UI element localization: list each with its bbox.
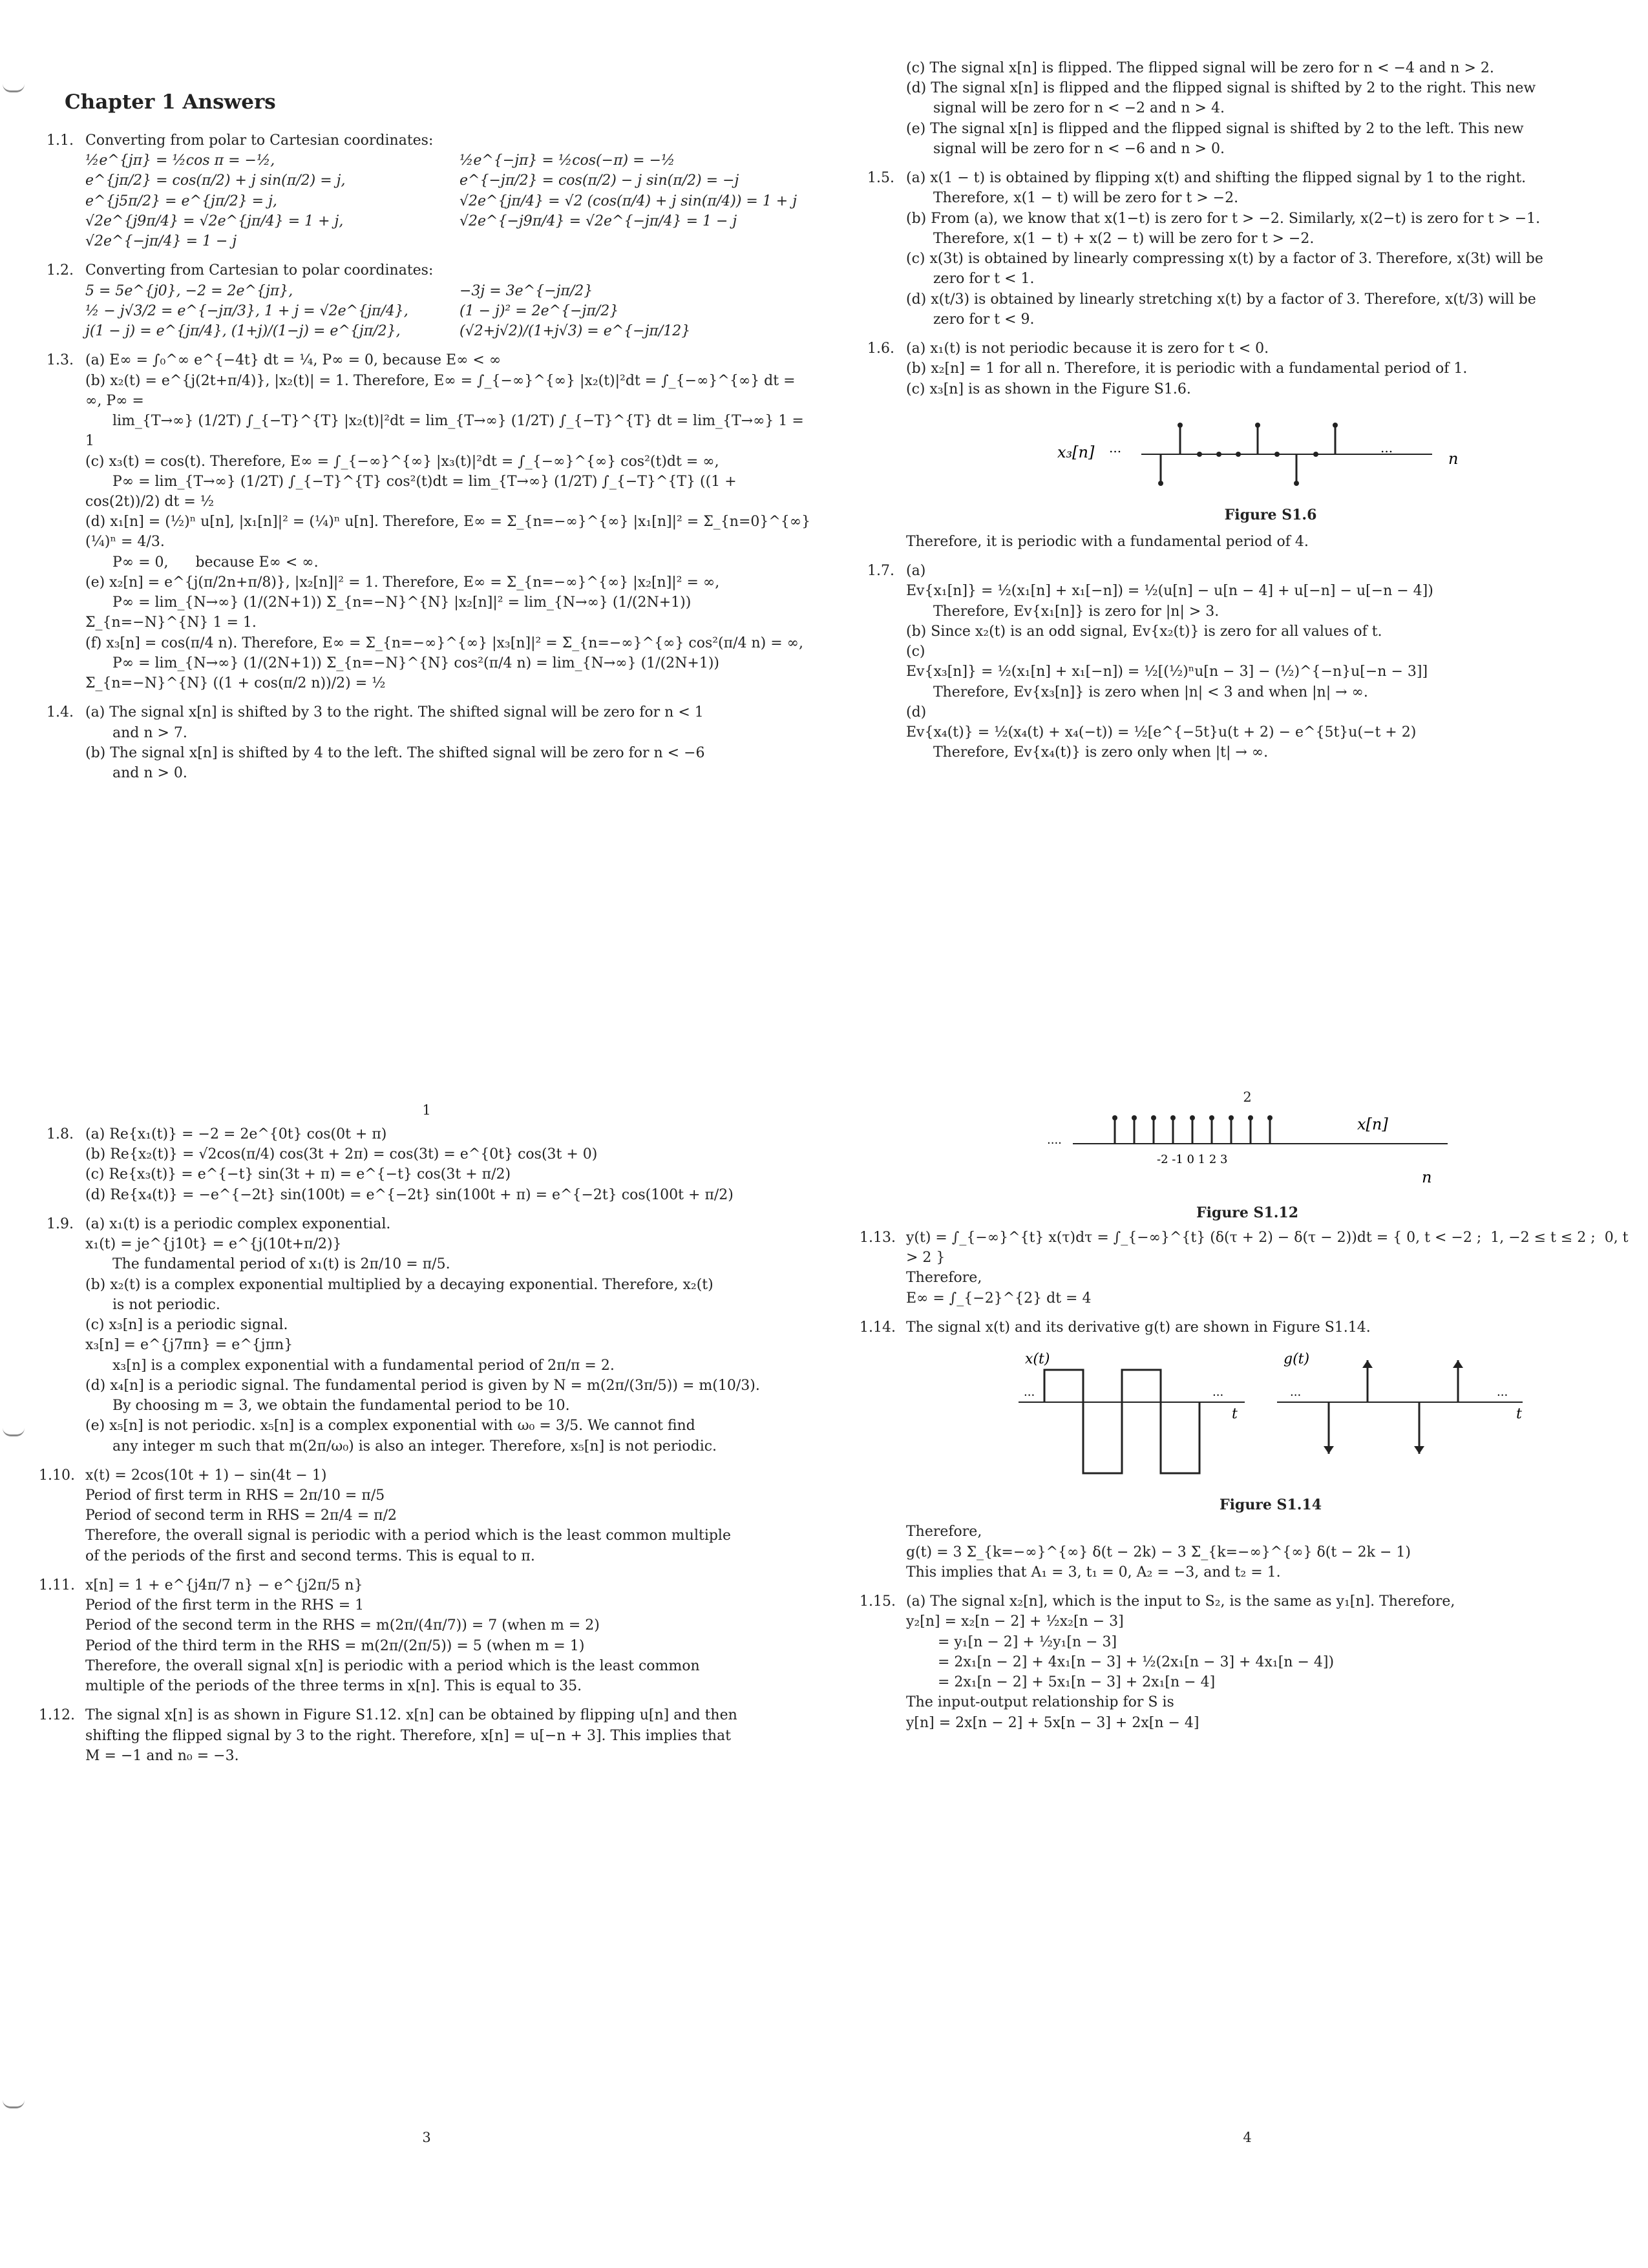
ellipsis: ...: [1212, 1385, 1224, 1400]
stem-point: [1178, 423, 1183, 428]
problem-body: [85, 1465, 814, 1566]
solution-line: (b) The signal x[n] is shifted by 4 to the left. The shifted signal will be zero for n < −6: [85, 744, 705, 761]
solution-line: (c) Re{x₃(t)} = e^{−t} sin(3t + π) = e^{−t} cos(3t + π/2): [85, 1166, 511, 1183]
solution-line: (f) x₃[n] = cos(π/4 n). Therefore, E∞ = Σ_{n=−∞}^{∞} |x₃[n]|² = Σ_{n=−∞}^{∞} cos²(π/4 n) = ∞,: [85, 635, 803, 651]
page-number: 4: [1243, 2130, 1252, 2145]
solution-line: By choosing m = 3, we obtain the fundamental period to be 10.: [85, 1398, 570, 1414]
problem: [39, 131, 814, 251]
problem-list: [860, 1228, 1635, 1733]
t-label: t: [1516, 1406, 1522, 1423]
solution-line: E∞ = ∫_{−2}^{2} dt = 4: [906, 1290, 1092, 1307]
solution-line: (b) Re{x₂(t)} = √2cos(π/4) cos(3t + 2π) = cos(3t) = e^{0t} cos(3t + 0): [85, 1146, 598, 1163]
page-4: [860, 1098, 1635, 2158]
page-number: 2: [1243, 1089, 1252, 1105]
solution-line: (a) The signal x[n] is shifted by 3 to the right. The shifted signal will be zero for n < 1: [85, 704, 704, 721]
ellipsis: ...: [1024, 1385, 1035, 1400]
solution-line: (d): [906, 704, 927, 720]
solution-line: Therefore,: [906, 1524, 982, 1540]
solution-line: signal will be zero for n < −6 and n > 0.: [906, 140, 1225, 157]
solution-line: The fundamental period of x₁(t) is 2π/10 = π/5.: [85, 1256, 450, 1273]
s114-left-label: x(t): [1025, 1351, 1050, 1368]
solution-line: (d) x(t/3) is obtained by linearly stretching x(t) by a factor of 3. Therefore, x(t/3) will be: [906, 291, 1536, 308]
conversion-entry: √2e^{−j9π/4} = √2e^{−jπ/4} = 1 − j: [460, 213, 737, 229]
solution-line: Therefore, Ev{x₄(t)} is zero only when |t| → ∞.: [906, 744, 1269, 761]
problem: [860, 58, 1635, 159]
problem-list: [39, 1124, 814, 1766]
problem: [860, 1228, 1635, 1308]
problem-body: [85, 260, 814, 341]
conversion-grid: [85, 281, 814, 342]
problem-list: [860, 58, 1635, 763]
problem: [860, 1318, 1635, 1582]
problem-number: [860, 58, 906, 159]
solution-line: Converting from Cartesian to polar coordinates:: [85, 262, 434, 279]
solution-line: (a) The signal x₂[n], which is the input to S₂, is the same as y₁[n]. Therefore,: [906, 1593, 1455, 1610]
solution-line: P∞ = lim_{N→∞} (1/(2N+1)) Σ_{n=−N}^{N} |x₂[n]|² = lim_{N→∞} (1/(2N+1)) Σ_{n=−N}^{N} 1 = 1.: [85, 594, 696, 631]
solution-line: (c) x(3t) is obtained by linearly compressing x(t) by a factor of 3. Therefore, x(3t) will be: [906, 251, 1543, 268]
stem-point: [1190, 1115, 1195, 1120]
solution-line: lim_{T→∞} (1/2T) ∫_{−T}^{T} |x₂(t)|²dt = lim_{T→∞} (1/2T) ∫_{−T}^{T} dt = lim_{T→∞} 1 = 1: [85, 413, 808, 450]
s114-right-label: g(t): [1284, 1351, 1310, 1368]
problem: [860, 168, 1635, 330]
solution-line: Therefore, Ev{x₁[n]} is zero for |n| > 3.: [906, 603, 1220, 620]
solution-line: x₁(t) = je^{j10t} = e^{j(10t+π/2)}: [85, 1236, 342, 1253]
stem-point: [1151, 1115, 1156, 1120]
solution-line: This implies that A₁ = 3, t₁ = 0, A₂ = −3, and t₂ = 1.: [906, 1564, 1281, 1580]
solution-line: P∞ = 0, because E∞ < ∞.: [85, 554, 319, 571]
problem: [39, 1124, 814, 1205]
solution-line: (d) x₄[n] is a periodic signal. The fundamental period is given by N = m(2π/(3π/5)) = m(10/3).: [85, 1377, 760, 1394]
problem-number: 1.14.: [860, 1319, 896, 1336]
problem-body: [85, 1124, 814, 1205]
solution-line: Therefore, it is periodic with a fundamental period of 4.: [906, 533, 1309, 550]
problem-list: [39, 131, 814, 783]
solution-line: Ev{x₁[n]} = ½(x₁[n] + x₁[−n]) = ½(u[n] − u[n − 4] + u[−n] − u[−n − 4]): [906, 583, 1433, 600]
punch-hole-mark: [3, 2100, 25, 2108]
solution-line: (e) x₂[n] = e^{j(π/2n+π/8)}, |x₂[n]|² = 1. Therefore, E∞ = Σ_{n=−∞}^{∞} |x₂[n]|² = ∞,: [85, 574, 720, 591]
problem-number: 1.15.: [860, 1593, 896, 1610]
solution-line: Converting from polar to Cartesian coordinates:: [85, 132, 434, 149]
solution-line: (d) The signal x[n] is flipped and the flipped signal is shifted by 2 to the right. This new: [906, 80, 1536, 97]
conversion-entry: ½ − j√3/2 = e^{−jπ/3}, 1 + j = √2e^{jπ/4},: [85, 302, 408, 319]
page-3: [39, 1098, 814, 2158]
figure-caption: Figure S1.12: [1196, 1204, 1299, 1221]
conversion-entry: −3j = 3e^{−jπ/2}: [460, 282, 593, 299]
problem-number: 1.11.: [39, 1577, 75, 1593]
solution-line: (b) From (a), we know that x(1−t) is zero for t > −2. Similarly, x(2−t) is zero for t > −1.: [906, 210, 1541, 227]
solution-line: (a) E∞ = ∫₀^∞ e^{−4t} dt = ¼, P∞ = 0, because E∞ < ∞: [85, 352, 502, 369]
solution-line: signal will be zero for n < −2 and n > 4.: [906, 100, 1225, 117]
problem: [860, 561, 1635, 762]
problem-body: [906, 58, 1635, 159]
impulse-arrow: [1324, 1446, 1334, 1454]
stem-point: [1216, 452, 1221, 457]
problem-body: [85, 131, 814, 251]
solution-line: (a) x(1 − t) is obtained by flipping x(t) and shifting the flipped signal by 1 to the right.: [906, 170, 1527, 187]
stem-point: [1267, 1115, 1273, 1120]
solution-line: (e) x₅[n] is not periodic. x₅[n] is a complex exponential with ω₀ = 3/5. We cannot find: [85, 1418, 695, 1434]
stem-point: [1236, 452, 1241, 457]
solution-line: Period of the second term in the RHS = m(2π/(4π/7)) = 7 (when m = 2): [85, 1617, 600, 1634]
ellipsis: ...: [1497, 1385, 1508, 1400]
conversion-entry: e^{j5π/2} = e^{jπ/2} = j,: [85, 193, 277, 209]
solution-line: g(t) = 3 Σ_{k=−∞}^{∞} δ(t − 2k) − 3 Σ_{k=−∞}^{∞} δ(t − 2k − 1): [906, 1544, 1411, 1560]
problem: [39, 1575, 814, 1696]
problem: [39, 1214, 814, 1456]
solution-line: x₃[n] is a complex exponential with a fundamental period of 2π/π = 2.: [85, 1357, 615, 1374]
problem-body: [906, 561, 1635, 762]
problem: [39, 1465, 814, 1566]
figure: [906, 1344, 1635, 1515]
problem-body: [906, 1228, 1635, 1308]
conversion-entry: ½e^{jπ} = ½cos π = −½,: [85, 152, 275, 169]
problem: [860, 1591, 1635, 1733]
solution-line: Therefore, x(1 − t) will be zero for t > −2.: [906, 190, 1239, 207]
problem-number: 1.13.: [860, 1230, 896, 1246]
problem-number: 1.1.: [47, 132, 74, 149]
ellipsis: ...: [1380, 439, 1393, 456]
stem-point: [1158, 481, 1163, 486]
page-1: [39, 71, 814, 1131]
stem-point: [1170, 1115, 1176, 1120]
problem-number: 1.12.: [39, 1707, 75, 1724]
figure: [906, 406, 1635, 525]
figure-caption: Figure S1.6: [1224, 506, 1317, 523]
problem-number: 1.3.: [47, 352, 74, 369]
stem-point: [1132, 1115, 1137, 1120]
stem-point: [1248, 1115, 1253, 1120]
solution-line: Period of second term in RHS = 2π/4 = π/2: [85, 1507, 397, 1524]
solution-line: Period of the third term in the RHS = m(2π/(2π/5)) = 5 (when m = 1): [85, 1637, 585, 1654]
solution-line: (a) x₁(t) is not periodic because it is zero for t < 0.: [906, 341, 1269, 357]
solution-line: x(t) = 2cos(10t + 1) − sin(4t − 1): [85, 1467, 327, 1484]
solution-line: (c) The signal x[n] is flipped. The flipped signal will be zero for n < −4 and n > 2.: [906, 60, 1494, 76]
conversion-entry: √2e^{j9π/4} = √2e^{jπ/4} = 1 + j,: [85, 213, 344, 229]
solution-line: (e) The signal x[n] is flipped and the flipped signal is shifted by 2 to the left. This new: [906, 120, 1524, 137]
solution-line: The signal x[n] is as shown in Figure S1.12. x[n] can be obtained by flipping u[n] and then: [85, 1707, 737, 1724]
solution-line: Ev{x₄(t)} = ½(x₄(t) + x₄(−t)) = ½[e^{−5t}u(t + 2) − e^{5t}u(−t + 2): [906, 724, 1417, 741]
solution-line: Therefore, the overall signal x[n] is periodic with a period which is the least common: [85, 1657, 700, 1674]
ellipsis: ....: [1047, 1133, 1062, 1147]
figure-caption: Figure S1.14: [1219, 1496, 1322, 1514]
stem-point: [1274, 452, 1280, 457]
stem-group: [1112, 1115, 1273, 1144]
problem-body: [85, 350, 814, 693]
ellipsis: ...: [1109, 439, 1122, 456]
solution-line: P∞ = lim_{N→∞} (1/(2N+1)) Σ_{n=−N}^{N} cos²(π/4 n) = lim_{N→∞} (1/(2N+1)) Σ_{n=−N}^{N} ((1 + cos(π/2 n))/2) = ½: [85, 655, 724, 692]
solution-line: (a) x₁(t) is a periodic complex exponential.: [85, 1215, 391, 1232]
page-number: 3: [422, 2130, 431, 2145]
stem-point: [1209, 1115, 1214, 1120]
figure-s1-12: [860, 1105, 1635, 1221]
stem-point: [1112, 1115, 1117, 1120]
conversion-entry: j(1 − j) = e^{jπ/4}, (1+j)/(1−j) = e^{jπ/2},: [85, 323, 401, 340]
impulse-arrow: [1453, 1360, 1463, 1368]
solution-line: Therefore,: [906, 1270, 982, 1286]
solution-line: P∞ = lim_{T→∞} (1/2T) ∫_{−T}^{T} cos²(t)dt = lim_{T→∞} (1/2T) ∫_{−T}^{T} ((1 + cos(2t))/2) dt = ½: [85, 473, 741, 510]
conversion-entry: [460, 231, 814, 251]
solution-line: and n > 0.: [85, 765, 187, 782]
solution-line: Therefore, x(1 − t) + x(2 − t) will be zero for t > −2.: [906, 230, 1315, 247]
solution-line: and n > 7.: [85, 724, 187, 741]
ellipsis: ...: [1290, 1385, 1302, 1400]
conversion-entry: e^{jπ/2} = cos(π/2) + j sin(π/2) = j,: [85, 173, 346, 189]
conversion-entry: 5 = 5e^{j0}, −2 = 2e^{jπ},: [85, 282, 293, 299]
solution-line: Ev{x₃[n]} = ½(x₁[n] + x₁[−n]) = ½[(½)ⁿu[n − 3] − (½)^{−n}u[−n − 3]]: [906, 664, 1428, 680]
stem-point: [1197, 452, 1202, 457]
solution-line: multiple of the periods of the three terms in x[n]. This is equal to 35.: [85, 1678, 582, 1695]
solution-line: (c) x₃[n] is a periodic signal.: [85, 1317, 288, 1334]
stem-point: [1313, 452, 1318, 457]
solution-line: (c) x₃(t) = cos(t). Therefore, E∞ = ∫_{−∞}^{∞} |x₃(t)|²dt = ∫_{−∞}^{∞} cos²(t)dt = ∞,: [85, 453, 719, 470]
solution-line: y(t) = ∫_{−∞}^{t} x(τ)dτ = ∫_{−∞}^{t} (δ(τ + 2) − δ(τ − 2))dt = { 0, t < −2 ; 1, −2 ≤ t ≤ 2 ; 0, t > 2 }: [906, 1230, 1633, 1266]
problem-number: 1.9.: [47, 1215, 74, 1232]
solution-line: The signal x(t) and its derivative g(t) are shown in Figure S1.14.: [906, 1319, 1371, 1336]
problem-body: [85, 1705, 814, 1766]
s112-xlabel: n: [1422, 1168, 1432, 1186]
problem-number: 1.10.: [39, 1467, 75, 1484]
solution-line: Therefore, Ev{x₃[n]} is zero when |n| < 3 and when |n| → ∞.: [906, 684, 1368, 700]
s16-ylabel: x₃[n]: [1057, 443, 1095, 461]
conversion-entry: e^{−jπ/2} = cos(π/2) − j sin(π/2) = −j: [460, 173, 739, 189]
solution-line: zero for t < 9.: [906, 311, 1035, 328]
solution-line: (c): [906, 644, 925, 660]
solution-line: Period of first term in RHS = 2π/10 = π/5: [85, 1487, 385, 1504]
conversion-entry: √2e^{jπ/4} = √2 (cos(π/4) + j sin(π/4)) = 1 + j: [460, 193, 798, 209]
problem-number: 1.5.: [867, 170, 894, 187]
solution-line: x[n] = 1 + e^{j4π/7 n} − e^{j2π/5 n}: [85, 1577, 363, 1593]
problem: [39, 702, 814, 783]
problem-body: [85, 1575, 814, 1696]
conversion-entry: (√2+j√2)/(1+j√3) = e^{−jπ/12}: [460, 323, 691, 340]
solution-line: of the periods of the first and second terms. This is equal to π.: [85, 1548, 535, 1564]
impulse-arrow: [1414, 1446, 1424, 1454]
solution-line: (b) Since x₂(t) is an odd signal, Ev{x₂(t)} is zero for all values of t.: [906, 623, 1382, 640]
stem-point: [1333, 423, 1338, 428]
solution-line: (c) x₃[n] is as shown in the Figure S1.6.: [906, 381, 1191, 397]
solution-line: any integer m such that m(2π/ω₀) is also an integer. Therefore, x₅[n] is not periodic.: [85, 1438, 717, 1454]
solution-line: (a): [906, 563, 926, 580]
problem-number: 1.4.: [47, 704, 74, 721]
solution-line: (d) Re{x₄(t)} = −e^{−2t} sin(100t) = e^{−2t} sin(100t + π) = e^{−2t} cos(100t + π/2): [85, 1186, 734, 1203]
solution-line: M = −1 and n₀ = −3.: [85, 1747, 239, 1764]
s16-xlabel: n: [1448, 449, 1459, 468]
problem-body: [906, 1591, 1635, 1733]
figure-s1-14-plot: [1006, 1344, 1536, 1493]
problem: [39, 260, 814, 341]
problem: [39, 350, 814, 693]
conversion-grid: [85, 151, 814, 251]
solution-line: (b) x₂(t) is a complex exponential multiplied by a decaying exponential. Therefore, x₂(t): [85, 1276, 713, 1293]
stem-point: [1294, 481, 1299, 486]
solution-line: = 2x₁[n − 2] + 5x₁[n − 3] + 2x₁[n − 4]: [906, 1674, 1216, 1691]
problem-body: [906, 1318, 1635, 1582]
solution-line: (b) x₂[n] = 1 for all n. Therefore, it is periodic with a fundamental period of 1.: [906, 361, 1468, 377]
solution-line: zero for t < 1.: [906, 271, 1035, 288]
conversion-entry: √2e^{−jπ/4} = 1 − j: [85, 233, 237, 250]
problem-number: 1.7.: [867, 563, 894, 580]
problem-number: 1.8.: [47, 1126, 74, 1142]
figure-s1-12-plot: [1021, 1105, 1474, 1202]
stem-point: [1229, 1115, 1234, 1120]
solution-line: The input-output relationship for S is: [906, 1694, 1174, 1711]
problem: [860, 339, 1635, 552]
impulse-arrow: [1362, 1360, 1373, 1368]
solution-line: Period of the first term in the RHS = 1: [85, 1597, 364, 1614]
s112-ylabel: x[n]: [1357, 1115, 1388, 1133]
problem-body: [85, 702, 814, 783]
solution-line: y₂[n] = x₂[n − 2] + ½x₂[n − 3]: [906, 1613, 1124, 1630]
solution-line: Therefore, the overall signal is periodic with a period which is the least common multiple: [85, 1528, 731, 1544]
t-label: t: [1232, 1406, 1238, 1423]
solution-line: = 2x₁[n − 2] + 4x₁[n − 3] + ½(2x₁[n − 3] + 4x₁[n − 4]): [906, 1654, 1335, 1670]
problem-body: [85, 1214, 814, 1456]
conversion-entry: (1 − j)² = 2e^{−jπ/2}: [460, 302, 619, 319]
s112-ticks: -2 -1 0 1 2 3: [1157, 1153, 1228, 1166]
chapter-title: Chapter 1 Answers: [65, 90, 276, 114]
problem-number: 1.2.: [47, 262, 74, 279]
solution-line: = y₁[n − 2] + ½y₁[n − 3]: [906, 1633, 1117, 1650]
problem-body: [906, 339, 1635, 552]
problem-number: 1.6.: [867, 341, 894, 357]
problem-body: [906, 168, 1635, 330]
punch-hole-mark: [3, 84, 25, 92]
punch-hole-mark: [3, 1428, 25, 1436]
solution-line: (d) x₁[n] = (½)ⁿ u[n], |x₁[n]|² = (¼)ⁿ u[n]. Therefore, E∞ = Σ_{n=−∞}^{∞} |x₁[n]|² = Σ_{n=0}^{∞} (¼)ⁿ = 4/3.: [85, 514, 816, 551]
solution-line: shifting the flipped signal by 3 to the right. Therefore, x[n] = u[−n + 3]. This implies that: [85, 1727, 732, 1744]
stem-point: [1255, 423, 1260, 428]
page-number: 1: [422, 1102, 431, 1118]
solution-line: is not periodic.: [85, 1296, 220, 1313]
solution-line: (a) Re{x₁(t)} = −2 = 2e^{0t} cos(0t + π): [85, 1126, 387, 1142]
problem: [39, 1705, 814, 1766]
solution-line: (b) x₂(t) = e^{j(2t+π/4)}, |x₂(t)| = 1. Therefore, E∞ = ∫_{−∞}^{∞} |x₂(t)|²dt = ∫_{−∞}^{∞} dt = ∞, P∞ =: [85, 372, 800, 409]
figure-s1-6-plot: [1044, 406, 1497, 503]
solution-line: x₃[n] = e^{j7πn} = e^{jπn}: [85, 1337, 293, 1354]
solution-line: y[n] = 2x[n − 2] + 5x[n − 3] + 2x[n − 4]: [906, 1714, 1199, 1731]
page-2: [860, 58, 1635, 1118]
conversion-entry: ½e^{−jπ} = ½cos(−π) = −½: [460, 152, 675, 169]
x-waveform: [1044, 1370, 1199, 1473]
